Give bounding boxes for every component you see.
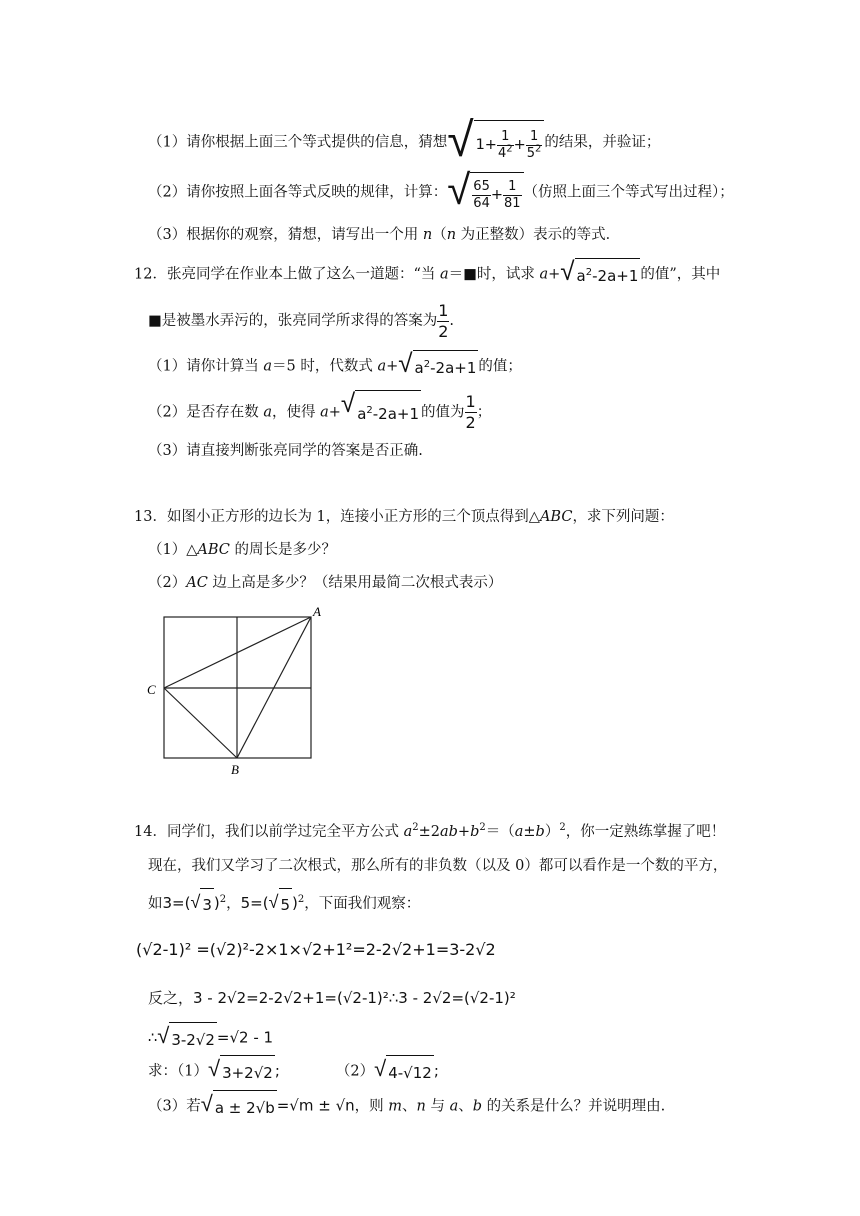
p13-q2: （2）AC 边上高是多少？（结果用最简二次根式表示） [148,575,503,591]
p12-number: 12． [134,266,167,283]
p11-q2-frac2: $\frac{1}{81}$ [504,178,521,211]
p14-number: 14． [134,824,167,840]
p11-q1-frac1: $\frac{1}{4^2}$ [497,128,513,161]
p12-q2-half: $\frac{1}{2}$ [465,392,476,432]
p11-q2-plus: + [490,187,503,203]
p11-q2-tail: （仿照上面三个等式写出过程）； [523,184,734,201]
p12-half: $\frac{1}{2}$ [438,300,449,341]
segment-cb [164,688,237,758]
p12-sqrt: √ $a^2-2a+1$ [560,258,640,291]
p11-q2-frac1: $\frac{65}{64}$ [473,178,490,211]
p11-q2-line [148,165,734,215]
p13-line1: 13．如图小正方形的边长为 1，连接小正方形的三个顶点得到△ABC，求下列问题： [134,509,674,525]
p11-q2-sqrt: √ $\frac{65}{64}$ + $\frac{1}{81}$ [447,170,523,215]
p11-q1-text: （1）请你根据上面三个等式提供的信息，猜想 [148,134,448,151]
p14-line2: 现在，我们又学习了二次根式，那么所有的非负数（以及 0）都可以看作是一个数的平方， [148,858,728,874]
p11-q1-frac2: $\frac{1}{5^2}$ [526,128,542,161]
p14-eq1: (√2-1)² =(√2)²-2×1×√2+1²=2-2√2+1=3-2√2 [136,940,496,959]
p12-q1: （1）请你计算当 a＝5 时，代数式 a+√ $a^2-2a+1$ 的值； [148,350,522,383]
p12-line2: ■是被墨水弄污的，张亮同学所求得的答案为 $\frac{1}{2}$ . [148,300,454,341]
p13-figure [140,600,340,780]
p14-l8-sqrt: √ a ± 2√b [201,1090,277,1123]
vertex-label-c: C [147,682,156,697]
p14-line3: 如3=(√ 3 )$^2$，5=(√ 5 )$^2$，下面我们观察： [148,888,420,920]
p11-q1-one: 1+ [475,137,497,153]
p14-l6-sqrt: √ 3-2√2 [157,1022,217,1055]
p14-line6: ∴√ 3-2√2 =√2 - 1 [148,1022,273,1055]
p12-q2: （2）是否存在数 a，使得 a+√ $a^2-2a+1$ 的值为 $\frac{1}{2}$ ； [148,390,491,435]
p11-q2-text: （2）请你按照上面各等式反映的规律，计算： [148,184,448,201]
p14-l7-sqrt2: √ 4-√12 [374,1055,434,1088]
p11-q1-line [148,112,661,168]
p13-q1: （1）△ABC 的周长是多少？ [148,542,336,558]
p11-q1-sqrt: √ 1+ $\frac{1}{4^2}$ + $\frac{1}{5^2}$ [447,118,544,167]
p14-line1: 14．同学们，我们以前学过完全平方公式 $a^2\pm 2ab+b^2=(a\pm b)^2$，你一定熟练掌握了吧！ [134,822,726,840]
vertex-label-b: B [231,762,239,777]
p12-q1-sqrt: √ $a^2-2a+1$ [398,350,478,383]
p14-line8: （3）若√ a ± 2√b =√m ± √n，则 m、n 与 a、b 的关系是什么？并说明理由. [148,1090,665,1123]
p12-line1: 12．张亮同学在作业本上做了这么一道题：“当 a＝■时，试求 a+√ $a^2-2a+1$ 的值”，其中 [134,258,720,291]
p12-q2-sqrt: √ $a^2-2a+1$ [341,390,421,435]
vertex-label-a: A [313,604,321,619]
p11-q1-tail: 的结果，并验证； [544,134,661,151]
p11-q3-line: （3）根据你的观察，猜想，请写出一个用 n（n 为正整数）表示的等式． [148,227,621,243]
p13-number: 13． [134,509,167,525]
p12-q3: （3）请直接判断张亮同学的答案是否正确. [148,443,423,459]
p14-l7-sqrt1: √ 3+2√2 [208,1055,275,1088]
p14-line7: 求：（1）√ 3+2√2 ; （2）√ 4-√12 ; [148,1055,439,1088]
p14-line5: 反之，3 - 2√2=2-2√2+1=(√2-1)²∴3 - 2√2=(√2-1)² [148,989,516,1007]
p11-q1-plus: + [513,137,526,153]
